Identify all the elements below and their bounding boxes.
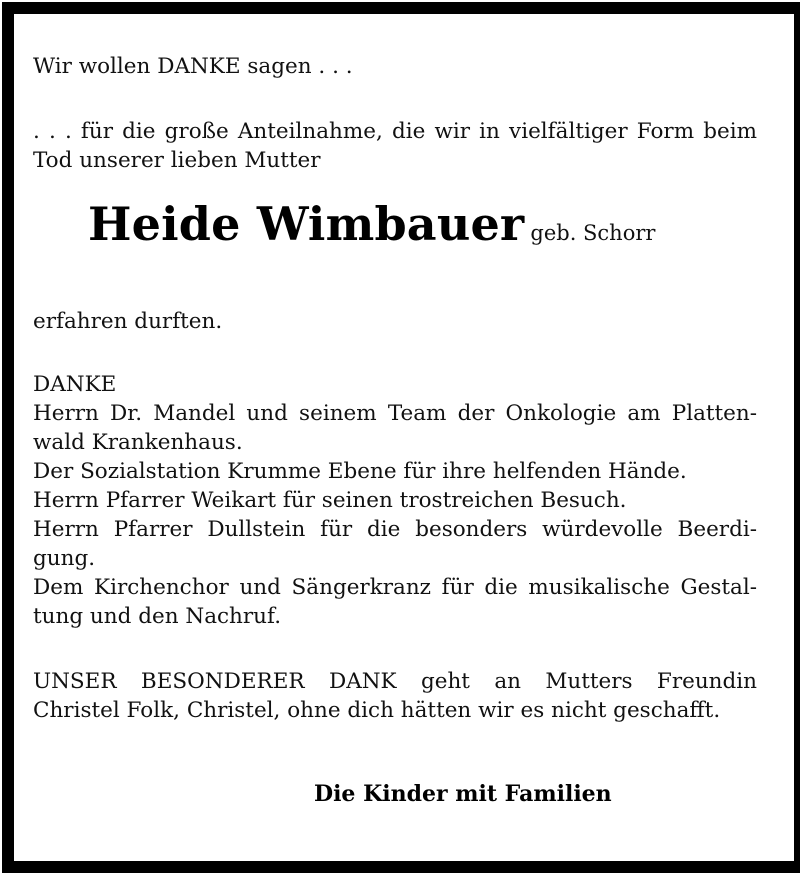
- special-thanks-line-1: UNSER BESONDERER DANK geht an Mutters Freundin: [33, 669, 757, 694]
- thanks-line: gung.: [33, 546, 96, 571]
- danke-heading: DANKE: [33, 372, 117, 397]
- intro-line: Wir wollen DANKE sagen . . .: [33, 54, 353, 79]
- thanks-line: tung und den Nachruf.: [33, 604, 282, 629]
- thanks-line: wald Krankenhaus.: [33, 430, 243, 455]
- special-thanks: [33, 667, 757, 725]
- thanks-line: Herrn Dr. Mandel und seinem Team der Onkologie am Platten-: [33, 401, 757, 426]
- birth-name: geb. Schorr: [530, 221, 656, 245]
- erfahren-line: erfahren durften.: [33, 309, 223, 334]
- thanks-line: Dem Kirchenchor und Sängerkranz für die musikalische Gestal-: [33, 575, 757, 600]
- signature: Die Kinder mit Familien: [314, 781, 612, 807]
- thanks-line: Herrn Pfarrer Weikart für seinen trostreichen Besuch.: [33, 488, 627, 513]
- deceased-name-block: [88, 197, 655, 251]
- thanks-line: Der Sozialstation Krumme Ebene für ihre helfenden Hände.: [33, 459, 687, 484]
- thanks-line: Herrn Pfarrer Dullstein für die besonders würdevolle Beerdi-: [33, 517, 757, 542]
- special-thanks-line-2: Christel Folk, Christel, ohne dich hätten wir es nicht geschafft.: [33, 698, 721, 723]
- thanks-section: [33, 370, 757, 631]
- anteilnahme-line-1: . . . für die große Anteilnahme, die wir in vielfältiger Form beim: [33, 119, 757, 144]
- anteilnahme-line-2: Tod unserer lieben Mutter: [33, 148, 321, 173]
- deceased-name: Heide Wimbauer: [88, 197, 525, 251]
